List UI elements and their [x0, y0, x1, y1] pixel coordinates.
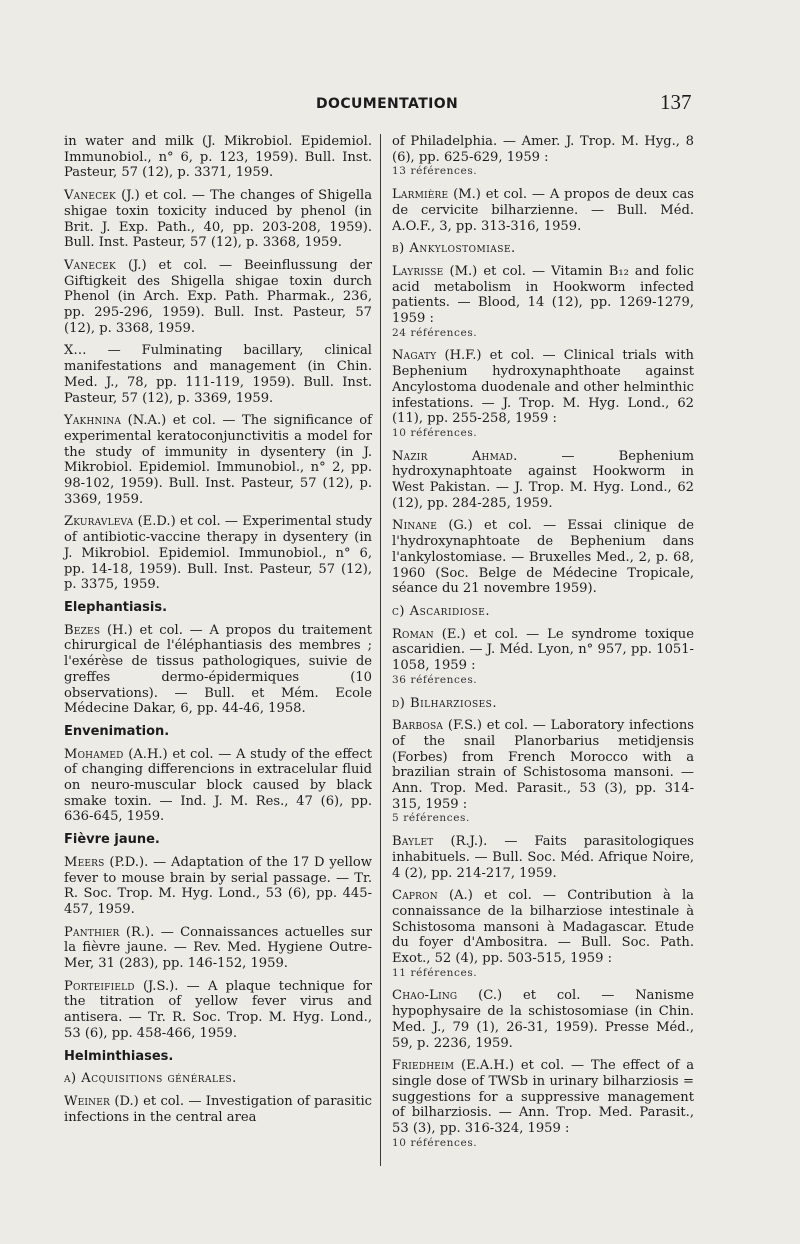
entry-author: Layrisse [392, 263, 444, 279]
bibliography-entry [392, 449, 694, 512]
entry-author: Bezes [64, 622, 101, 638]
entry-text: (A.) et col. — Contribution à la connaissance de la bilharziose intestinale à Schistosoma mansoni à Madagascar. Etude du foyer d'Ambositra. — Bull. Soc. Path. Exot., 52 (4), pp. 503-515, 1959 : [392, 888, 694, 967]
reference-count: 24 références. [392, 326, 478, 339]
page-number: 137 [660, 90, 692, 114]
bibliography-entry [64, 925, 372, 972]
entry-author: Mohamed [64, 746, 124, 762]
bibliography-entry [64, 1094, 372, 1125]
entry-text: (E.A.H.) et col. — The effect of a single dose of TWSb in urinary bilharziosis = suggestions for a suppressive management of bilharziosis. — Ann. Trop. Med. Parasit., 53 (3), pp. 316-324, 1959 : [392, 1058, 694, 1137]
entry-author: Panthier [64, 924, 120, 940]
bibliography-entry [64, 855, 372, 918]
entry-text: (H.F.) et col. — Clinical trials with Bephenium hydroxynaphthoate against Ancylostoma duodenale and other helminthic infestations. — J. Trop. M. Hyg. Lond., 62 (11), pp. 255-258, 1959 : [392, 348, 694, 427]
entry-text: (E.D.) et col. — Experimental study of antibiotic-vaccine therapy in dysentery (in J. Mikrobiol. Epidemiol. Immunobiol., n° 6, pp. 14-18, 1959). Bull. Inst. Pasteur, 57 (12), p. 3375, 1959. [64, 514, 372, 593]
bibliography-entry [64, 343, 372, 406]
running-title: DOCUMENTATION [316, 96, 459, 112]
bibliography-entry [392, 834, 694, 881]
bibliography-entry [64, 747, 372, 826]
reference-count: 13 références. [392, 165, 478, 178]
reference-count: 10 références. [392, 1136, 478, 1149]
entry-author: Nagaty [392, 348, 437, 364]
entry-author: Larmière [392, 187, 449, 203]
entry-author: Baylet [392, 834, 434, 850]
entry-author: Vanecek [64, 257, 116, 273]
bibliography-entry [64, 514, 372, 593]
entry-author: Friedheim [392, 1058, 455, 1074]
entry-text: (D.) et col. — Investigation of parasitic infections in the central area [64, 1093, 372, 1125]
bibliography-entry [64, 258, 372, 337]
entry-author: Vanecek [64, 188, 116, 204]
bibliography-entry [392, 264, 694, 342]
entry-text: (M.) et col. — A propos de deux cas de cervicite bilharzienne. — Bull. Méd. A.O.F., 3, pp. 313-316, 1959. [392, 187, 694, 234]
entry-text: (M.) et col. — Vitamin B₁₂ and folic acid metabolism in Hookworm infected patients. — Blood, 14 (12), pp. 1269-1279, 1959 : [392, 263, 694, 327]
entry-author: Roman [392, 626, 434, 642]
entry-text: (J.) et col. — Beeinflussung der Giftigkeit des Shigella shigae toxin durch Phenol (in Arch. Exp. Path. Pharmak., 236, pp. 295-296, 1959). Bull. Inst. Pasteur, 57 (12), p. 3368, 1959. [64, 257, 372, 336]
section-heading: Envenimation. [64, 723, 170, 739]
entry-continued [392, 134, 694, 180]
entry-text: (F.S.) et col. — Laboratory infections of the snail Planorbarius metidjensis (Forbes) from French Morocco with a brazilian strain of Schistosoma mansoni. — Ann. Trop. Med. Parasit., 53 (3), pp. 314-315, 1959 : [392, 718, 694, 812]
bibliography-entry [392, 518, 694, 597]
entry-author: Yakhnina [64, 413, 122, 429]
bibliography-entry [392, 988, 694, 1051]
subsection-heading: c) Ascaridiose. [392, 603, 491, 619]
reference-count: 11 références. [392, 966, 478, 979]
bibliography-entry [64, 623, 372, 717]
subsection-heading: b) Ankylostomiase. [392, 241, 516, 257]
subsection-heading: a) Acquisitions générales. [64, 1071, 237, 1087]
entry-author: Capron [392, 888, 438, 904]
entry-author: Chao-Ling [392, 988, 458, 1004]
bibliography-entry [64, 979, 372, 1042]
reference-count: 5 références. [392, 812, 470, 825]
bibliography-entry [392, 348, 694, 441]
bibliography-entry [392, 1058, 694, 1151]
bibliography-entry [64, 413, 372, 507]
column-divider [380, 134, 381, 1166]
entry-text: (H.) et col. — A propos du traitement chirurgical de l'éléphantiasis des membres ; l'exérèse de tissus pathologiques, suivie de greffes dermo-épidermiques (10 observations). — Bull. et Mém. Ecole Médecine Dakar, 6, pp. 44-46, 1958. [64, 622, 372, 717]
entry-text: (N.A.) et col. — The significance of experimental keratoconjunctivitis a model for the study of immunity in dysentery (in J. Mikrobiol. Epidemiol. Immunobiol., n° 2, pp. 98-102, 1959). Bull. Inst. Pasteur, 57 (12), p. 3369, 1959. [64, 413, 372, 507]
entry-text: (E.) et col. — Le syndrome toxique ascaridien. — J. Méd. Lyon, n° 957, pp. 1051-1058, 1959 : [392, 626, 694, 674]
entry-author: Weiner [64, 1093, 111, 1109]
section-heading: Fièvre jaune. [64, 832, 160, 848]
entry-text: of Philadelphia. — Amer. J. Trop. M. Hyg., 8 (6), pp. 625-629, 1959 : [392, 134, 694, 165]
left-column [64, 134, 372, 1132]
entry-text: (J.S.). — A plaque technique for the titration of yellow fever virus and antisera. — Tr. R. Soc. Trop. M. Hyg. Lond., 53 (6), pp. 458-466, 1959. [64, 978, 372, 1041]
running-header [0, 92, 800, 116]
entry-text: . — Bephenium hydroxynaphtoate against Hookworm in West Pakistan. — J. Trop. M. Hyg. Lond., 62 (12), pp. 284-285, 1959. [392, 448, 695, 511]
bibliography-entry [392, 187, 694, 234]
entry-text: (C.) et col. — Nanisme hypophysaire de la schistosomiase (in Chin. Med. J., 79 (1), 26-31, 1959). Presse Méd., 59, p. 2236, 1959. [392, 988, 694, 1051]
subsection-heading: d) Bilharzioses. [392, 695, 498, 711]
entry-text: (J.) et col. — The changes of Shigella shigae toxin toxicity induced by phenol (in Brit. J. Exp. Path., 40, pp. 203-208, 1959). Bull. Inst. Pasteur, 57 (12), p. 3368, 1959. [64, 188, 372, 251]
reference-count: 10 références. [392, 426, 478, 439]
entry-author: Porteifield [64, 978, 135, 994]
section-heading: Helminthiases. [64, 1048, 174, 1064]
bibliography-entry [64, 188, 372, 251]
entry-text: (R.J.). — Faits parasitologiques inhabituels. — Bull. Soc. Méd. Afrique Noire, 4 (2), pp. 214-217, 1959. [392, 834, 694, 881]
entry-author: Ninane [392, 518, 438, 534]
entry-author: Meers [64, 854, 105, 870]
entry-author: Zkuravleva [64, 514, 134, 530]
entry-author: Nazir Ahmad [392, 448, 514, 464]
entry-text: (R.). — Connaissances actuelles sur la fièvre jaune. — Rev. Med. Hygiene Outre-Mer, 31 (283), pp. 146-152, 1959. [64, 924, 372, 972]
entry-author: X... [64, 343, 87, 359]
entry-text: (P.D.). — Adaptation of the 17 D yellow fever to mouse brain by serial passage. — Tr. R. Soc. Trop. M. Hyg. Lond., 53 (6), pp. 445-457, 1959. [64, 854, 372, 917]
bibliography-entry [392, 718, 694, 827]
bibliography-entry [392, 888, 694, 981]
right-column [392, 134, 694, 1158]
entry-continued: in water and milk (J. Mikrobiol. Epidemiol. Immunobiol., n° 6, p. 123, 1959). Bull. Inst. Pasteur, 57 (12), p. 3371, 1959. [64, 134, 372, 181]
section-heading: Elephantiasis. [64, 599, 168, 615]
entry-author: Barbosa [392, 718, 444, 734]
entry-text: (A.H.) et col. — A study of the effect of changing differencions in extracelular fluid on neuro-muscular block caused by black smake toxin. — Ind. J. M. Res., 47 (6), pp. 636-645, 1959. [64, 746, 372, 825]
entry-text: (G.) et col. — Essai clinique de l'hydroxynaphtoate de Bephenium dans l'ankylostomiase. — Bruxelles Med., 2, p. 68, 1960 (Soc. Belge de Médecine Tropicale, séance du 21 novembre 1959). [392, 518, 694, 597]
entry-text: — Fulminating bacillary, clinical manifestations and management (in Chin. Med. J., 78, pp. 111-119, 1959). Bull. Inst. Pasteur, 57 (12), p. 3369, 1959. [64, 343, 372, 406]
reference-count: 36 références. [392, 673, 478, 686]
bibliography-entry [392, 627, 694, 689]
